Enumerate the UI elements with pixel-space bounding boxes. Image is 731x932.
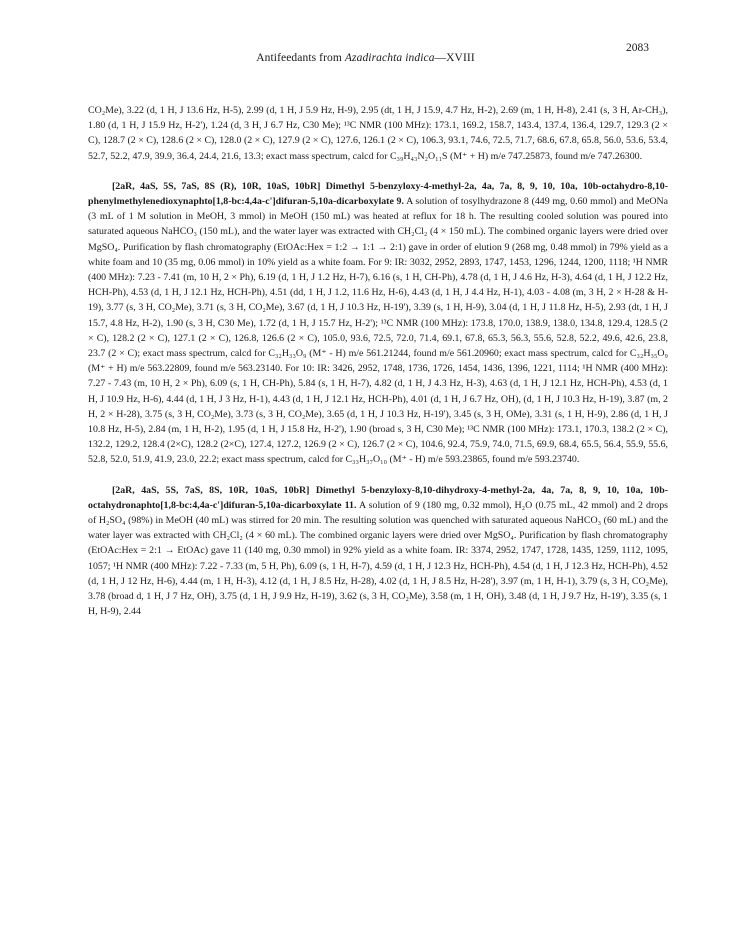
compound-heading: [2aR, 4aS, 5S, 7aS, 8S, 10R, 10aS, 10bR] Dimethyl 5-benzyloxy-8,10-dihydroxy-4-methyl-2a, 4a, 7a, 8, 9, 10, 10a, 10b-octahydronaphto[1,8-bc:4,4a-c']difuran-5,10a-dicarboxylate 11. — [88, 484, 668, 511]
page-number: 2083 — [626, 42, 649, 54]
paragraph-compound-11 — [88, 483, 668, 620]
body-text — [88, 103, 668, 620]
running-head — [0, 52, 731, 64]
running-head-suffix: —XVIII — [434, 52, 475, 64]
running-head-species: Azadirachta indica — [344, 52, 435, 64]
running-head-prefix: Antifeedants from — [256, 52, 345, 64]
paragraph-body: CO₂Me), 3.22 (d, 1 H, J 13.6 Hz, H-5), 2.99 (d, 1 H, J 5.9 Hz, H-9), 2.95 (dt, 1 H, J 15.9, 4.7 Hz, H-2), 2.69 (m, 1 H, H-8), 2.41 (s, 3 H, Ar-CH₃), 1.80 (d, 1 H, J 15.9 Hz, H-2'), 1.24 (d, 3 H, J 6.7 Hz, C30 Me); ¹³C NMR (100 MHz): 173.1, 169.2, 158.7, 143.4, 137.4, 136.4, 129.7, 129.3 (2 × C), 128.7 (2 × C), 128.6 (2 × C), 128.0 (2 × C), 127.9 (2 × C), 127.6, 126.1 (2 × C), 106.3, 93.1, 74.6, 72.5, 71.7, 68.6, 67.8, 65.8, 56.0, 53.6, 53.4, 52.7, 52.2, 47.9, 39.9, 36.4, 24.4, 21.6, 13.3; exact mass spectrum, calcd for C₃₉H₄₃N₂O₁₁S (M⁺ + H) m/e 747.25873, found m/e 747.26300. — [88, 105, 669, 162]
paragraph-continuation — [88, 103, 668, 164]
paragraph-body: A solution of 9 (180 mg, 0.32 mmol), H₂O (0.75 mL, 42 mmol) and 2 drops of H₂SO₄ (98%) in MeOH (40 mL) was stirred for 20 min. The resulting solution was quenched with saturated aqueous NaHCO₃ (60 mL) and the water layer was extracted with CH₂Cl₂ (4 × 60 mL). The combined organic layers were dried over MgSO₄. Purification by flash chromatography (EtOAc:Hex = 2:1 → EtOAc) gave 11 (140 mg, 0.30 mmol) in 92% yield as a white foam. IR: 3374, 2952, 1747, 1728, 1435, 1259, 1112, 1095, 1057; ¹H NMR (400 MHz): 7.22 - 7.33 (m, 5 H, Ph), 6.09 (s, 1 H, H-7), 4.59 (d, 1 H, J 12.3 Hz, HCH-Ph), 4.54 (d, 1 H, J 12.3 Hz, HCH-Ph), 4.52 (d, 1 H, J 12 Hz, H-6), 4.44 (m, 1 H, H-3), 4.12 (d, 1 H, J 8.5 Hz, H-28), 4.02 (d, 1 H, J 8.5 Hz, H-28'), 3.97 (m, 1 H, H-1), 3.79 (s, 3 H, CO₂Me), 3.78 (broad d, 1 H, J 7 Hz, OH), 3.75 (d, 1 H, J 9.9 Hz, H-19), 3.62 (s, 3 H, CO₂Me), 3.58 (m, 1 H, OH), 3.48 (d, 1 H, J 9.7 Hz, H-19'), 3.35 (s, 1 H, H-9), 2.44 — [88, 499, 668, 618]
paragraph-body: A solution of tosylhydrazone 8 (449 mg, 0.60 mmol) and MeONa (3 mL of 1 M solution in MeOH, 3 mmol) in MeOH (150 mL) was heated at reflux for 18 h. The resulting cooled solution was poured into saturated aqueous NaHCO₃ (150 mL), and the water layer was extracted with CH₂Cl₂ (4 × 150 mL). The combined organic layers were dried over MgSO₄. Purification by flash chromatography (EtOAc:Hex = 1:2 → 1:1 → 2:1) gave in order of elution 9 (268 mg, 0.48 mmol) in 79% yield as a white foam and 10 (35 mg, 0.06 mmol) in 10% yield as a white foam. For 9: IR: 3032, 2952, 2893, 1747, 1453, 1296, 1244, 1200, 1118; ¹H NMR (400 MHz): 7.23 - 7.41 (m, 10 H, 2 × Ph), 6.19 (d, 1 H, J 1.2 Hz, H-7), 6.16 (s, 1 H, CH-Ph), 4.78 (d, 1 H, J 4.6 Hz, H-3), 4.64 (d, 1 H, J 12.2 Hz, HCH-Ph), 4.53 (d, 1 H, J 12.1 Hz, HCH-Ph), 4.51 (dd, 1 H, J 1.2, 11.6 Hz, H-6), 4.43 (d, 1 H, J 4.4 Hz, H-1), 4.03 - 4.08 (m, 3 H, 2 × H-28 & H-19), 3.77 (s, 3 H, CO₂Me), 3.71 (s, 3 H, CO₂Me), 3.67 (d, 1 H, J 10.3 Hz, H-19'), 3.39 (s, 1 H, H-9), 3.04 (d, 1 H, J 11.8 Hz, H-5), 2.93 (dt, 1 H, J 15.7, 4.8 Hz, H-2), 1.90 (s, 3 H, C30 Me), 1.72 (d, 1 H, J 15.7 Hz, H-2'); ¹³C NMR (100 MHz): 173.8, 170.0, 138.9, 138.0, 134.8, 129.4, 128.5 (2 × C), 128.2 (2 × C), 127.1 (2 × C), 126.8, 126.6 (2 × C), 105.0, 93.6, 72.5, 72.0, 71.4, 69.1, 67.8, 65.3, 56.3, 55.6, 52.8, 52.2, 49.6, 42.6, 23.8, 23.7 (2 × C); exact mass spectrum, calcd for C₃₂H₃₃O₉ (M⁺ - H) m/e 561.21244, found m/e 561.20960; exact mass spectrum, calcd for C₃₂H₃₅O₉ (M⁺ + H) m/e 563.22809, found m/e 563.23140. For 10: IR: 3426, 2952, 1748, 1736, 1726, 1454, 1436, 1396, 1221, 1114; ¹H NMR (400 MHz): 7.27 - 7.43 (m, 10 H, 2 × Ph), 6.09 (s, 1 H, CH-Ph), 5.84 (s, 1 H, H-7), 4.82 (d, 1 H, J 4.3 Hz, H-3), 4.63 (d, 1 H, J 12.1 Hz, HCH-Ph), 4.53 (d, 1 H, J 10.9 Hz, H-6), 4.44 (d, 1 H, J 3 Hz, H-1), 4.43 (d, 1 H, J 12.1 Hz, HCH-Ph), 4.01 (d, 1 H, J 6.7 Hz, OH), (d, 1 H, J 10.3 Hz, H-19), 3.87 (m, 2 H, 2 × H-28), 3.75 (s, 3 H, CO₂Me), 3.73 (s, 3 H, CO₂Me), 3.65 (d, 1 H, J 10.3 Hz, H-19'), 3.45 (s, 3 H, OMe), 3.31 (s, 1 H, H-9), 2.86 (d, 1 H, J 10.8 Hz, H-5), 2.84 (m, 1 H, H-2), 1.95 (d, 1 H, J 15.8 Hz, H-2'), 1.90 (broad s, 3 H, C30 Me); ¹³C NMR (100 MHz): 173.1, 170.3, 138.2 (2 × C), 132.2, 129.2, 128.4 (2×C), 128.2 (2×C), 127.4, 127.2, 126.9 (2 × C), 126.7 (2 × C), 104.6, 92.4, 75.9, 74.0, 71.5, 69.9, 68.4, 65.5, 56.4, 55.9, 55.6, 52.8, 52.0, 51.9, 41.9, 23.0, 22.2; exact mass spectrum, calcd for C₃₃H₃₇O₁₀ (M⁺ - H) m/e 593.23865, found m/e 593.23740. — [88, 196, 668, 466]
paragraph-compound-9 — [88, 179, 668, 468]
compound-heading: [2aR, 4aS, 5S, 7aS, 8S (R), 10R, 10aS, 10bR] Dimethyl 5-benzyloxy-4-methyl-2a, 4a, 7a, 8, 9, 10, 10a, 10b-octahydro-8,10-phenylmethylenedioxynaphto[1,8-bc:4,4a-c']difuran-5,10a-dicarboxylate 9. — [88, 180, 668, 208]
